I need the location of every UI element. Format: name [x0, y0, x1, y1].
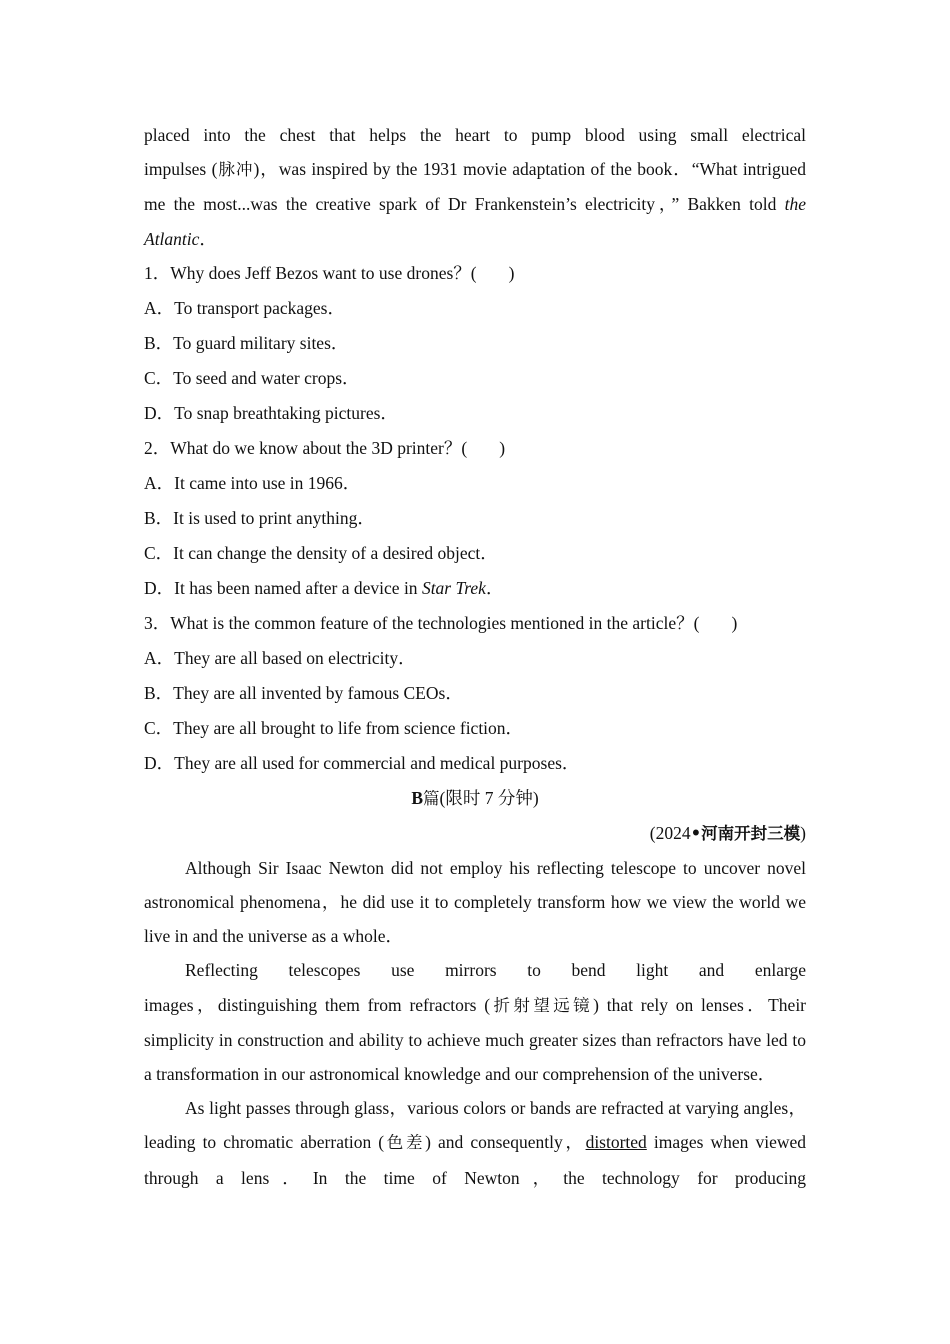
- question-3-stem-text: 3．What is the common feature of the technologies mentioned in the article？(: [144, 612, 700, 633]
- passage-b-paragraph-1: Although Sir Isaac Newton did not employ his reflecting telescope to uncover novel astronomical phenomena，he did use it to completely transform how we view the world we live in and the universe as a whole．: [144, 857, 806, 947]
- question-1-option-d: D．To snap breathtaking pictures．: [144, 402, 398, 423]
- question-3-close: ): [731, 612, 738, 633]
- source-exam: •河南开封三模: [690, 823, 801, 843]
- section-b-time-limit: (限时 7 分钟): [439, 787, 539, 808]
- question-2-option-d-text: D．It has been named after a device in: [144, 577, 422, 598]
- question-1-close: ): [508, 262, 515, 283]
- passage-a-italic: the Atlantic: [144, 194, 806, 249]
- question-2-option-d: [144, 571, 806, 606]
- passage-b-p2-text-1: images，distinguishing them from refractors (: [144, 994, 491, 1015]
- question-2-close: ): [499, 437, 506, 458]
- section-b-letter: B: [411, 787, 424, 808]
- question-2-option-c: C．It can change the density of a desired object．: [144, 542, 498, 563]
- section-b-title-cjk: 篇: [423, 788, 440, 808]
- passage-b-p3-text-1: As light passes through glass，various colors or bands are refracted at varying angles，leading to chromatic aberration (: [144, 1098, 806, 1153]
- question-3-stem: [144, 606, 806, 641]
- source-year: (2024: [649, 822, 691, 843]
- passage-b-p3-text-2: ) and consequently，: [425, 1132, 586, 1153]
- passage-b-p3-text-3: images when viewed through a lens．In the time of Newton，the technology for producing: [144, 1132, 806, 1188]
- passage-a-text-1: impulses (: [144, 159, 218, 180]
- question-2-option-d-end: ．: [485, 577, 504, 598]
- passage-b-paragraph-2: [144, 988, 806, 1092]
- question-3-option-a: A．They are all based on electricity．: [144, 647, 416, 668]
- passage-a-text-3: ．: [199, 228, 217, 249]
- question-1-option-b: B．To guard military sites．: [144, 332, 349, 353]
- passage-b-paragraph-2-line-1: Reflecting telescopes use mirrors to bend light and enlarge: [185, 960, 806, 981]
- question-1-stem: [144, 256, 806, 291]
- section-b-source: [144, 816, 806, 851]
- question-3-option-d: D．They are all used for commercial and medical purposes．: [144, 752, 580, 773]
- question-2-stem-text: 2．What do we know about the 3D printer？(: [144, 437, 468, 458]
- question-3-option-c: C．They are all brought to life from science fiction．: [144, 717, 524, 738]
- section-b-title: [144, 781, 806, 816]
- passage-a-cjk-1: 脉冲: [217, 160, 254, 180]
- document-page: [144, 118, 806, 1195]
- source-close: ): [800, 822, 806, 843]
- passage-a-text-2: )，was inspired by the 1931 movie adaptation of the book．“What intrigued me the most...was the creative spark of Dr Frankenstein’s electricity，” Bakken told: [144, 159, 806, 215]
- passage-a-continuation: [144, 152, 806, 256]
- passage-a-line-1-text: placed into the chest that helps the heart to pump blood using small electrical: [144, 125, 806, 145]
- question-1-option-c: C．To seed and water crops．: [144, 367, 360, 388]
- question-2-option-d-italic: Star Trek: [421, 577, 486, 598]
- question-3-option-b: B．They are all invented by famous CEOs．: [144, 682, 463, 703]
- passage-b-p3-cjk: 色差: [384, 1133, 426, 1153]
- question-1-option-a: A．To transport packages．: [144, 297, 345, 318]
- question-2-stem: [144, 431, 806, 466]
- passage-b-p2-text-2: ) that rely on lenses．Their simplicity in construction and ability to achieve much greater sizes than refractors have led to a transformation in our astronomical knowledge and our comprehension of the universe．: [144, 994, 807, 1085]
- underlined-word-distorted: distorted: [585, 1132, 647, 1153]
- passage-b-p2-cjk: 折射望远镜: [490, 995, 594, 1015]
- passage-b-paragraph-3: [144, 1091, 806, 1195]
- passage-a-line-1: [144, 118, 806, 152]
- question-2-option-b: B．It is used to print anything．: [144, 507, 375, 528]
- question-1-stem-text: 1．Why does Jeff Bezos want to use drones？(: [144, 262, 477, 283]
- question-2-option-a: A．It came into use in 1966．: [144, 472, 361, 493]
